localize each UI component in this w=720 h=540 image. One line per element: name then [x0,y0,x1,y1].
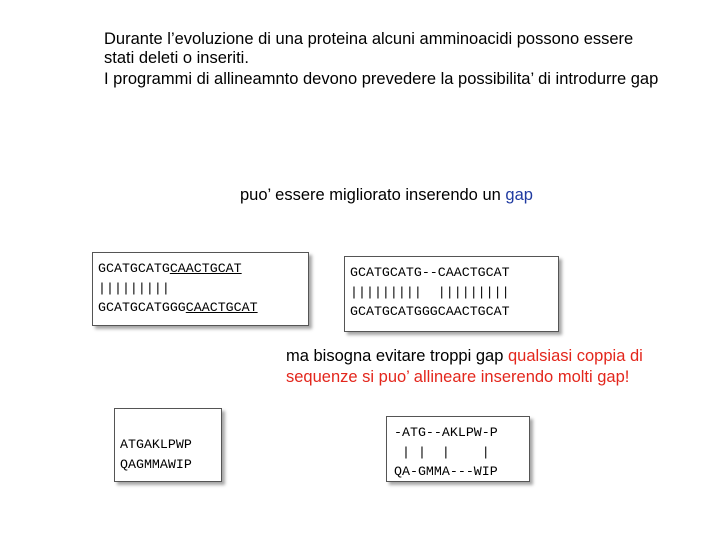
sequence-1 [98,259,304,279]
protein-sequence-1: ATGAKLPWP [120,437,192,452]
gapped-match-bars: ||||||||| ||||||||| [350,284,510,300]
intro-text [104,30,664,91]
alignment-box-without-gap [92,252,309,326]
caption [240,186,533,205]
aligned-protein-1: -ATG--AKLPW-P [394,425,498,440]
sequence-1-underlined: CAACTGCAT [169,261,242,276]
intro-paragraph-1: Durante l’evoluzione di una proteina alcuni amminoacidi possono essere stati deleti o inseriti. [104,30,634,67]
aligned-protein-2: QA-GMMA---WIP [394,464,498,479]
gapped-sequence-1: GCATGCATG--CAACTGCAT [350,265,510,280]
warning-note [286,346,706,388]
protein-box-aligned [386,416,530,482]
alignment-box-with-gap [344,256,559,332]
intro-paragraph-2: I programmi di allineamnto devono prevedere la possibilita’ di introdurre gap [104,70,659,88]
protein-sequence-2: QAGMMAWIP [120,456,192,472]
note-red-text: qualsiasi coppia di sequenze si puo’ allineare inserendo molti gap! [286,347,643,386]
match-bars: ||||||||| [98,280,170,296]
sequence-2-plain: GCATGCATGGG [98,300,186,315]
gapped-sequence-2: GCATGCATGGGCAACTGCAT [350,304,510,319]
sequence-2 [98,298,304,318]
protein-box-unaligned [114,408,222,482]
note-black-text: ma bisogna evitare troppi gap [286,347,508,365]
caption-gap-word: gap [505,186,533,204]
caption-text: puo’ essere migliorato inserendo un [240,186,506,204]
sequence-2-underlined: CAACTGCAT [185,300,258,315]
sequence-1-plain: GCATGCATG [98,261,170,276]
aligned-protein-bars: | | | | [394,444,490,460]
